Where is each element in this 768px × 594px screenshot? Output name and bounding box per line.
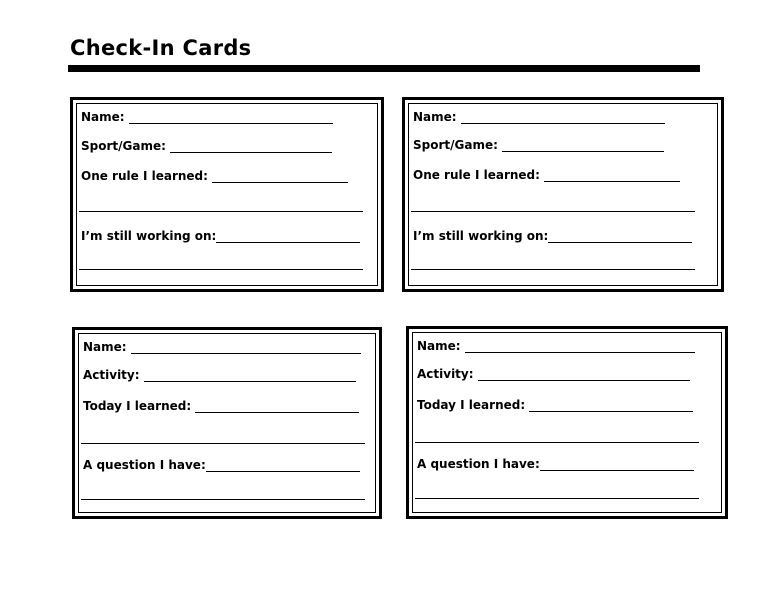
today-learned-extra-line[interactable]: [81, 443, 365, 444]
today-learned-row: [417, 398, 693, 412]
name-blank[interactable]: [129, 111, 333, 124]
activity-blank[interactable]: [478, 368, 690, 381]
today-learned-extra-line[interactable]: [415, 442, 699, 443]
rule-learned-row: [81, 169, 348, 183]
name-blank[interactable]: [131, 341, 361, 354]
name-blank[interactable]: [465, 340, 695, 353]
rule-learned-label: One rule I learned:: [413, 168, 540, 182]
rule-learned-extra-line[interactable]: [411, 211, 695, 212]
question-blank[interactable]: [206, 459, 360, 472]
rule-learned-label: One rule I learned:: [81, 169, 208, 183]
name-row: [83, 340, 361, 354]
sport-game-row: [81, 139, 332, 153]
name-label: Name:: [417, 339, 461, 353]
card-inner-border: [412, 332, 722, 513]
check-in-card-sport-left: [70, 97, 384, 292]
today-learned-blank[interactable]: [195, 400, 359, 413]
name-row: [81, 110, 333, 124]
card-inner-border: [408, 103, 718, 286]
rule-learned-extra-line[interactable]: [79, 211, 363, 212]
question-extra-line[interactable]: [81, 499, 365, 500]
working-on-blank[interactable]: [216, 230, 360, 243]
today-learned-label: Today I learned:: [417, 398, 526, 412]
title-divider: [68, 65, 700, 72]
question-row: [83, 458, 360, 472]
sport-game-row: [413, 138, 664, 152]
rule-learned-row: [413, 168, 680, 182]
rule-learned-blank[interactable]: [212, 170, 348, 183]
check-in-card-activity-right: [406, 326, 728, 519]
sport-game-label: Sport/Game:: [81, 139, 166, 153]
question-label: A question I have:: [83, 458, 206, 472]
sport-game-blank[interactable]: [170, 140, 332, 153]
rule-learned-blank[interactable]: [544, 169, 680, 182]
card-inner-border: [78, 333, 376, 513]
working-on-label: I’m still working on:: [81, 229, 217, 243]
name-row: [413, 110, 665, 124]
question-label: A question I have:: [417, 457, 540, 471]
name-label: Name:: [83, 340, 127, 354]
sport-game-label: Sport/Game:: [413, 138, 498, 152]
check-in-card-activity-left: [72, 327, 382, 519]
name-label: Name:: [81, 110, 125, 124]
check-in-card-sport-right: [402, 97, 724, 292]
question-extra-line[interactable]: [415, 498, 699, 499]
working-on-extra-line[interactable]: [411, 269, 695, 270]
working-on-blank[interactable]: [548, 230, 692, 243]
today-learned-row: [83, 399, 359, 413]
activity-blank[interactable]: [144, 369, 356, 382]
page-title: Check-In Cards: [70, 36, 252, 60]
card-inner-border: [76, 103, 378, 286]
question-blank[interactable]: [540, 458, 694, 471]
today-learned-blank[interactable]: [529, 399, 693, 412]
activity-row: [83, 368, 356, 382]
sport-game-blank[interactable]: [502, 139, 664, 152]
working-on-row: [413, 229, 692, 243]
activity-label: Activity:: [83, 368, 140, 382]
activity-label: Activity:: [417, 367, 474, 381]
name-row: [417, 339, 695, 353]
working-on-extra-line[interactable]: [79, 269, 363, 270]
name-label: Name:: [413, 110, 457, 124]
activity-row: [417, 367, 690, 381]
name-blank[interactable]: [461, 111, 665, 124]
question-row: [417, 457, 694, 471]
working-on-label: I’m still working on:: [413, 229, 549, 243]
working-on-row: [81, 229, 360, 243]
today-learned-label: Today I learned:: [83, 399, 192, 413]
